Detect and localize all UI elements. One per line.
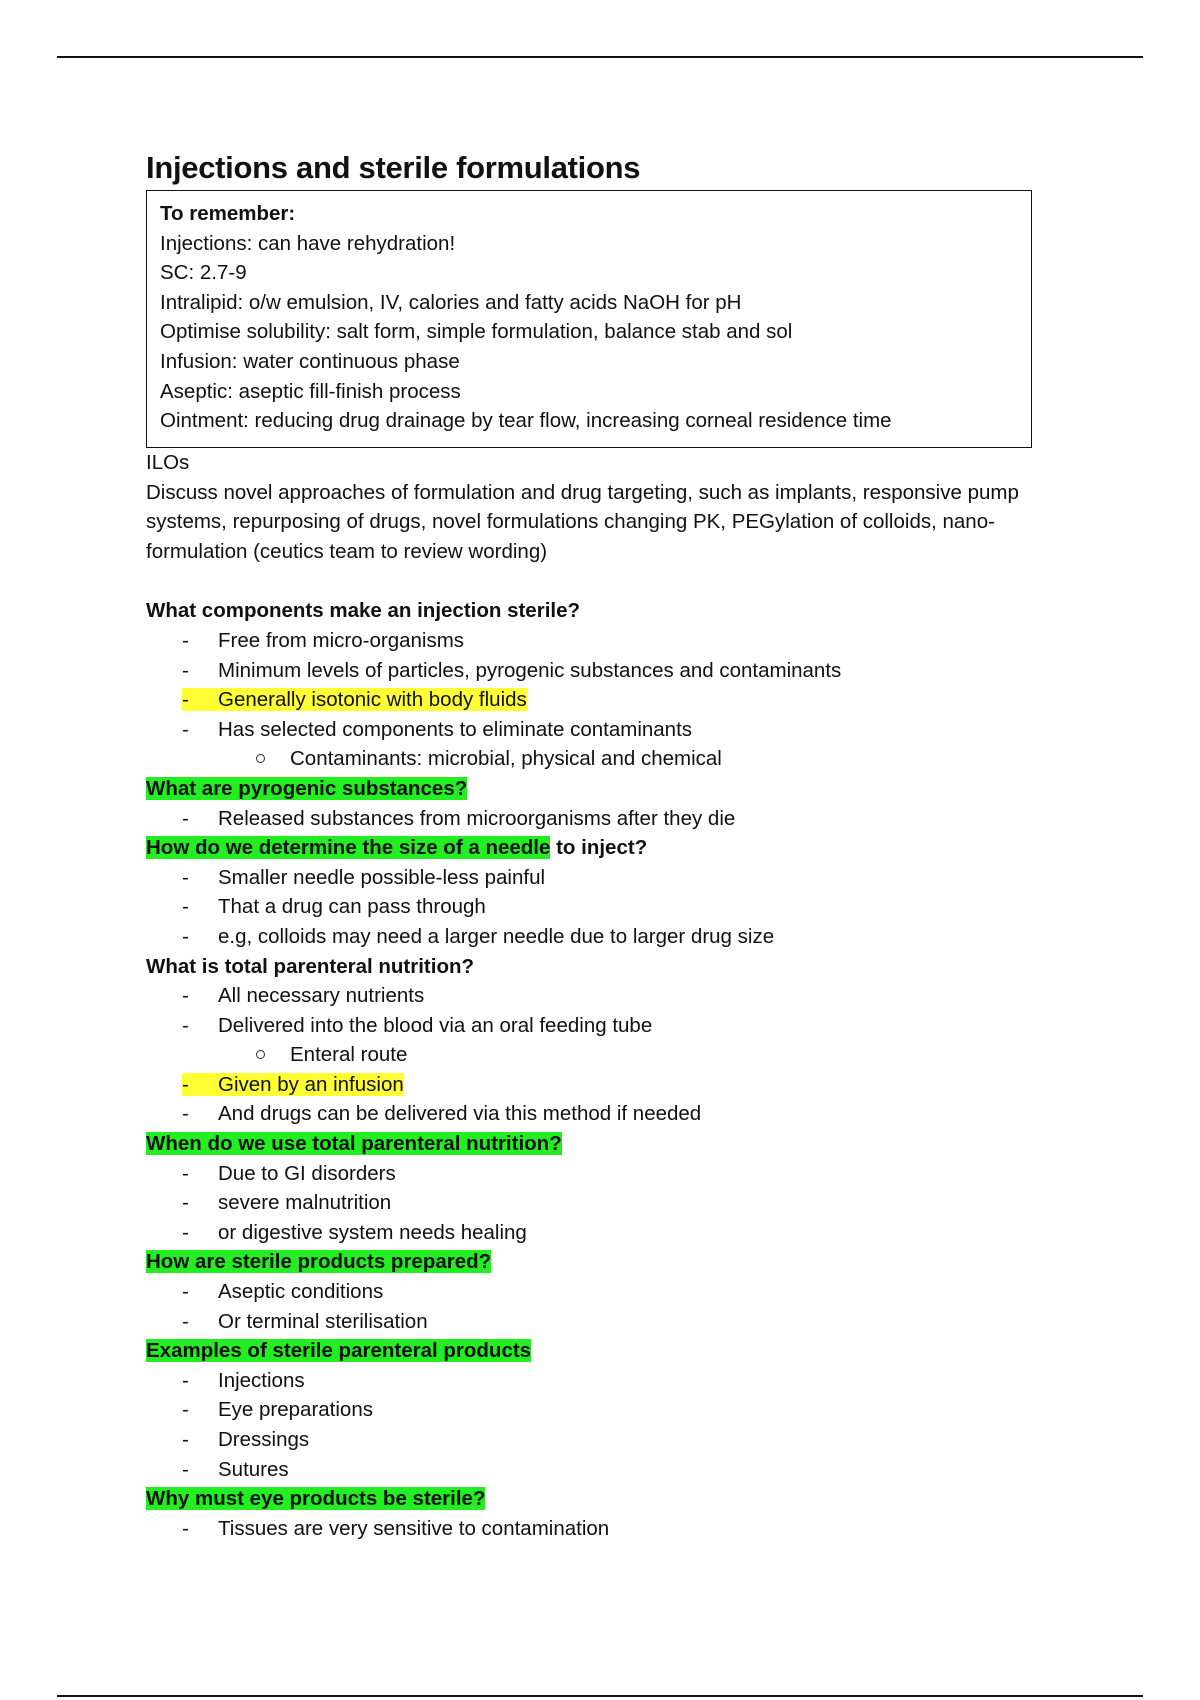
question-heading	[146, 1336, 1066, 1366]
list-item-text: Generally isotonic with body fluids	[182, 688, 527, 711]
dash-bullet: -	[182, 1013, 189, 1037]
dash-bullet: -	[182, 1428, 189, 1451]
dash-bullet: -	[182, 924, 189, 948]
list-item	[146, 626, 1066, 656]
list-item-text: Tissues are very sensitive to contamination	[218, 1516, 610, 1540]
sub-item-text: Contaminants: microbial, physical and chemical	[290, 747, 722, 771]
list-item-text: Free from micro-organisms	[218, 628, 465, 652]
answer-list	[146, 1070, 1066, 1129]
question-text: Why must eye products be sterile?	[146, 1487, 486, 1511]
list-item	[146, 1159, 1066, 1189]
remember-line: Ointment: reducing drug drainage by tear flow, increasing corneal residence time	[160, 409, 892, 433]
sub-list	[146, 744, 1066, 774]
list-item	[146, 1188, 1066, 1218]
list-item-text: And drugs can be delivered via this method if needed	[218, 1102, 702, 1126]
list-item-text: Due to GI disorders	[218, 1161, 396, 1185]
question-text-highlighted: How do we determine the size of a needle	[146, 836, 551, 860]
header-rule	[57, 56, 1143, 58]
dash-bullet: -	[182, 1191, 189, 1215]
remember-line: Optimise solubility: salt form, simple formulation, balance stab and sol	[160, 320, 793, 344]
answer-list	[146, 626, 1066, 744]
question-heading	[146, 774, 1066, 804]
question-heading: What is total parenteral nutrition?	[146, 954, 475, 978]
list-item-text: Dressings	[218, 1428, 310, 1451]
dash-bullet: -	[182, 1102, 189, 1126]
dash-bullet: -	[182, 658, 189, 682]
list-item-text: Minimum levels of particles, pyrogenic substances and contaminants	[218, 658, 842, 682]
dash-bullet: -	[182, 1457, 189, 1481]
dash-bullet: -	[182, 628, 189, 652]
dash-bullet: -	[182, 1280, 189, 1304]
list-item-text: Smaller needle possible-less painful	[218, 865, 546, 889]
list-item	[146, 1099, 1066, 1129]
question-text: When do we use total parenteral nutrition?	[146, 1132, 562, 1156]
list-item-text: Aseptic conditions	[218, 1280, 384, 1304]
footer-rule	[57, 1695, 1143, 1697]
to-remember-box	[146, 190, 1032, 448]
list-item-highlighted	[146, 1070, 1066, 1100]
list-item	[146, 1218, 1066, 1248]
to-remember-heading: To remember:	[160, 202, 296, 225]
dash-bullet: -	[182, 717, 189, 741]
dash-bullet: -	[182, 1368, 189, 1392]
remember-line: Injections: can have rehydration!	[160, 231, 456, 255]
spacer	[146, 566, 1066, 596]
question-text-rest: to inject?	[550, 836, 648, 860]
dash-bullet: -	[182, 806, 189, 830]
list-item	[146, 656, 1066, 686]
answer-list	[146, 1277, 1066, 1336]
answer-list	[146, 1159, 1066, 1248]
list-item	[146, 1366, 1066, 1396]
sub-list-item	[146, 1040, 1066, 1070]
list-item	[146, 981, 1066, 1011]
question-heading	[146, 1247, 1066, 1277]
list-item-text: Has selected components to eliminate contaminants	[218, 717, 693, 741]
list-item	[146, 863, 1066, 893]
page-title: Injections and sterile formulations	[146, 150, 641, 185]
list-item-text: Delivered into the blood via an oral feeding tube	[218, 1013, 653, 1037]
list-item	[146, 1455, 1066, 1485]
sub-list-item	[146, 744, 1066, 774]
list-item-highlighted	[146, 685, 1066, 715]
list-item	[146, 1277, 1066, 1307]
list-item-text: Injections	[218, 1368, 305, 1392]
sub-list	[146, 1040, 1066, 1070]
list-item-text: Eye preparations	[218, 1398, 373, 1422]
list-item	[146, 804, 1066, 834]
dash-bullet: -	[182, 688, 189, 712]
answer-list	[146, 981, 1066, 1040]
list-item	[146, 1011, 1066, 1041]
question-text: How are sterile products prepared?	[146, 1250, 492, 1274]
remember-line: SC: 2.7-9	[160, 261, 247, 285]
list-item	[146, 892, 1066, 922]
question-heading	[146, 833, 1066, 863]
answer-list	[146, 1514, 1066, 1544]
list-item-text: Sutures	[218, 1457, 289, 1481]
answer-list	[146, 1366, 1066, 1484]
question-text: Examples of sterile parenteral products	[146, 1339, 532, 1363]
answer-list	[146, 804, 1066, 834]
dash-bullet: -	[182, 1161, 189, 1185]
list-item	[146, 1425, 1066, 1455]
remember-line: Infusion: water continuous phase	[160, 349, 460, 373]
question-heading	[146, 1484, 1066, 1514]
dash-bullet: -	[182, 984, 189, 1008]
question-heading	[146, 1129, 1066, 1159]
list-item-text: Or terminal sterilisation	[218, 1309, 428, 1333]
ilos-label: ILOs	[146, 451, 190, 474]
ilos-text: Discuss novel approaches of formulation and drug targeting, such as implants, responsive pump systems, repurposing of drugs, novel formulations changing PK, PEGylation of colloids, nano-formulation (ceutics team to review wording)	[146, 480, 1019, 563]
list-item	[146, 1514, 1066, 1544]
question-heading: What components make an injection sterile?	[146, 599, 581, 623]
list-item-text: All necessary nutrients	[218, 984, 425, 1008]
list-item-text: severe malnutrition	[218, 1191, 392, 1215]
list-item	[146, 1395, 1066, 1425]
remember-line: Aseptic: aseptic fill-finish process	[160, 379, 461, 403]
dash-bullet: -	[182, 1516, 189, 1540]
list-item-text: That a drug can pass through	[218, 895, 486, 919]
dash-bullet: -	[182, 865, 189, 889]
sub-item-text: Enteral route	[290, 1043, 408, 1067]
list-item-text: e.g, colloids may need a larger needle due to larger drug size	[218, 924, 775, 948]
list-item-text: Released substances from microorganisms after they die	[218, 806, 736, 830]
dash-bullet: -	[182, 1398, 189, 1422]
answer-list	[146, 863, 1066, 952]
dash-bullet: -	[182, 1220, 189, 1244]
dash-bullet: -	[182, 895, 189, 919]
list-item	[146, 1307, 1066, 1337]
list-item	[146, 715, 1066, 745]
list-item-text: Given by an infusion	[182, 1073, 404, 1096]
question-text: What are pyrogenic substances?	[146, 776, 468, 800]
list-item	[146, 922, 1066, 952]
dash-bullet: -	[182, 1309, 189, 1333]
dash-bullet: -	[182, 1072, 189, 1096]
circle-bullet-icon	[256, 1050, 265, 1059]
list-item-text: or digestive system needs healing	[218, 1220, 527, 1244]
circle-bullet-icon	[256, 754, 265, 763]
remember-line: Intralipid: o/w emulsion, IV, calories and fatty acids NaOH for pH	[160, 290, 742, 314]
document-body	[146, 148, 1066, 1543]
